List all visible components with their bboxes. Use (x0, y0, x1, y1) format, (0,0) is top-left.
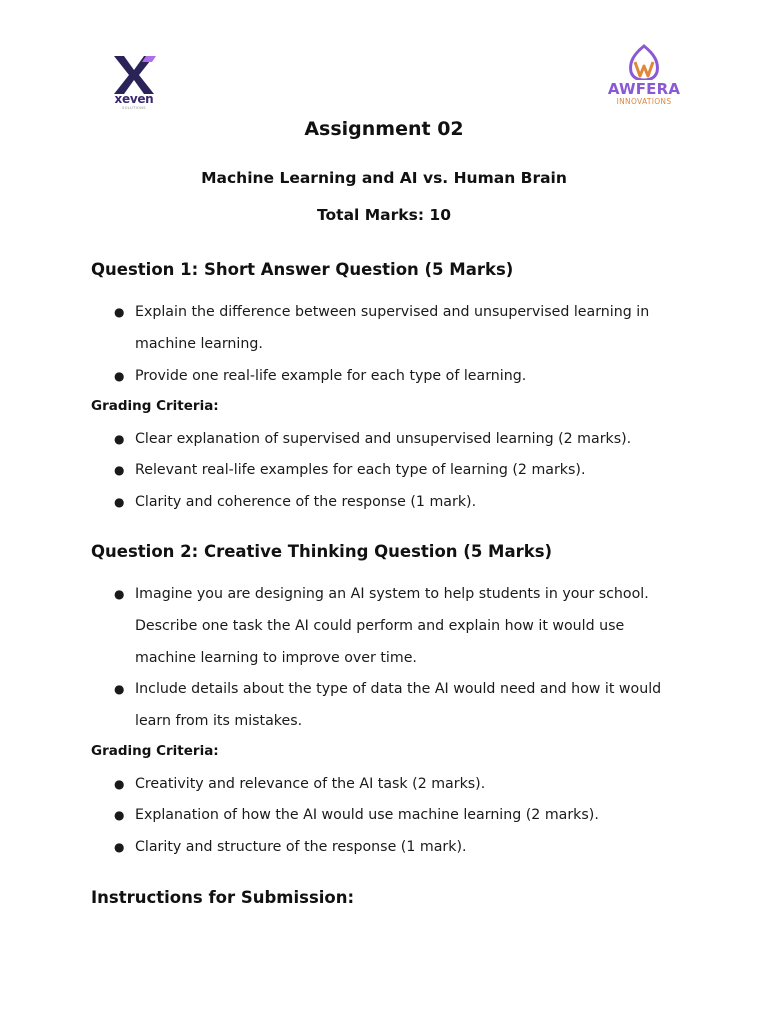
bullet-line: Explanation of how the AI would use machine learning (2 marks). (135, 807, 599, 823)
question2-heading: Question 2: Creative Thinking Question (5 Marks) (91, 542, 553, 561)
question1-heading: Question 1: Short Answer Question (5 Marks) (91, 260, 514, 279)
bullet-line: machine learning. (135, 336, 263, 352)
bullet-icon: ● (114, 463, 125, 477)
bullet-icon: ● (114, 432, 125, 446)
xeven-x-icon (108, 54, 160, 94)
awfera-logo (604, 44, 684, 110)
bullet-line: Clarity and structure of the response (1 mark). (135, 839, 467, 855)
question2-bullet (114, 578, 674, 674)
bullet-line: learn from its mistakes. (135, 713, 303, 729)
question1-bullet (114, 296, 674, 360)
bullet-line: Explain the difference between supervised and unsupervised learning in (135, 304, 650, 320)
awfera-wordmark: AWFERA (607, 80, 681, 98)
bullet-line: Clarity and coherence of the response (1 mark). (135, 494, 477, 510)
bullet-icon: ● (114, 495, 125, 509)
question2-grading-item (114, 831, 674, 863)
question2-grading-item (114, 799, 674, 831)
bullet-line: Include details about the type of data the AI would need and how it would (135, 681, 662, 697)
bullet-line: Relevant real-life examples for each type of learning (2 marks). (135, 462, 586, 478)
xeven-tagline: SOLUTIONS (122, 106, 146, 110)
bullet-line: machine learning to improve over time. (135, 650, 417, 666)
question1-grading-item (114, 423, 674, 455)
bullet-icon: ● (114, 777, 125, 791)
xeven-logo (108, 54, 160, 114)
instructions-heading: Instructions for Submission: (91, 888, 355, 907)
bullet-icon: ● (114, 808, 125, 822)
bullet-icon: ● (114, 840, 125, 854)
question1-grading-item (114, 486, 674, 518)
bullet-line: Creativity and relevance of the AI task (2 marks). (135, 776, 486, 792)
awfera-tagline: INNOVATIONS (616, 97, 672, 106)
bullet-icon: ● (114, 587, 125, 601)
bullet-icon: ● (114, 305, 125, 319)
bullet-icon: ● (114, 682, 125, 696)
bullet-icon: ● (114, 369, 125, 383)
bullet-line: Provide one real-life example for each type of learning. (135, 368, 527, 384)
question2-grading-item (114, 768, 674, 800)
xeven-wordmark: xeven (114, 92, 154, 106)
awfera-flame-icon (604, 44, 684, 80)
bullet-line: Imagine you are designing an AI system to help students in your school. (135, 586, 649, 602)
page-title: Assignment 02 (304, 118, 464, 140)
total-marks: Total Marks: 10 (317, 206, 451, 224)
question2-bullet (114, 673, 674, 737)
question1-grading-item (114, 454, 674, 486)
question1-grading-label: Grading Criteria: (91, 398, 219, 414)
question2-grading-label: Grading Criteria: (91, 743, 219, 759)
question1-bullet (114, 360, 674, 392)
bullet-line: Describe one task the AI could perform and explain how it would use (135, 618, 625, 634)
page-subtitle: Machine Learning and AI vs. Human Brain (201, 169, 567, 187)
bullet-line: Clear explanation of supervised and unsupervised learning (2 marks). (135, 431, 632, 447)
